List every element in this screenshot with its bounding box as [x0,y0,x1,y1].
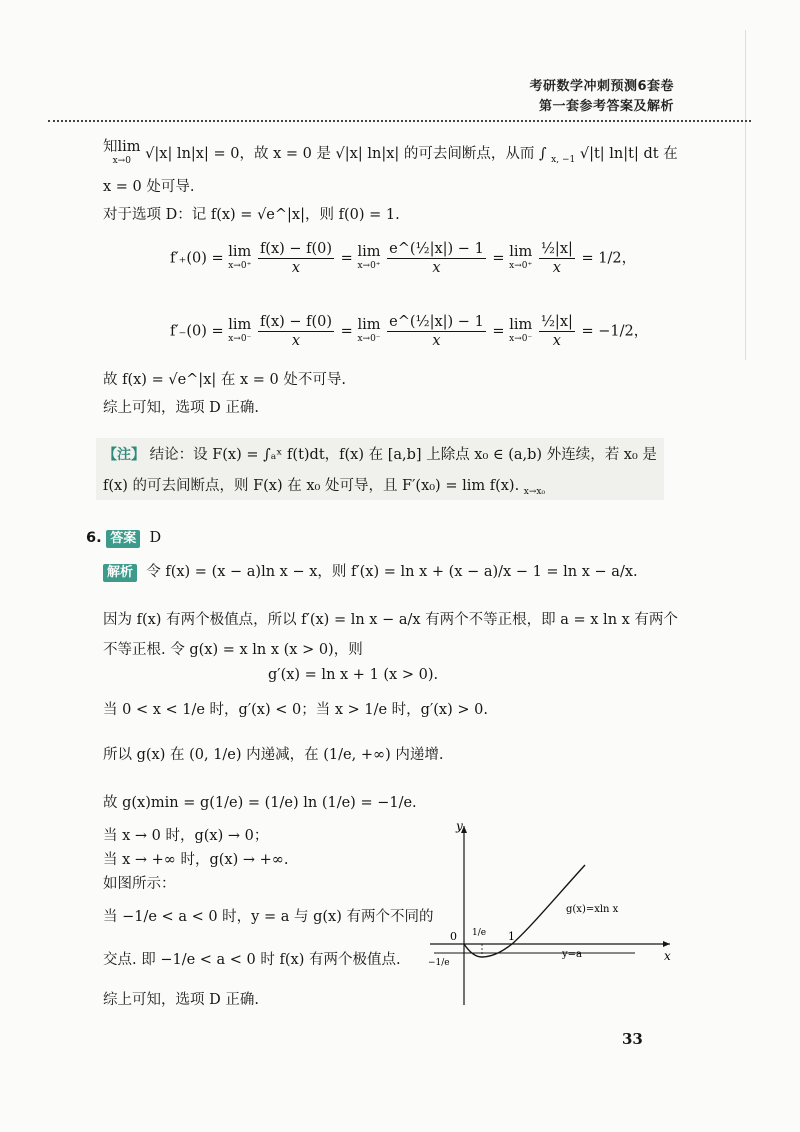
fraction: $\frac{f(x) - f(0)}{x}$ [259,241,333,276]
answer-tag: 答案 [106,530,140,548]
limit-text: 知lim [103,139,141,155]
para-7: 当 x → 0 时，g(x) → 0； [103,828,269,844]
derivative-plus-result: = 1/2， [581,250,637,267]
derivative-minus-result: = −1/2， [581,323,649,340]
para-10: 当 −1/e < a < 0 时，y = a 与 g(x) 有两个不同的 [103,909,434,925]
limit-sub: x→0 [112,156,131,166]
curve-label: g(x)=xln x [566,904,619,915]
text-line-2: x = 0 处可导. [103,179,195,195]
para-3: g′(x) = ln x + 1 (x > 0). [268,667,439,683]
fraction: $\frac{f(x) - f(0)}{x}$ [259,314,333,349]
header-subtitle: 第一套参考答案及解析 [538,99,674,114]
line-1-tail: √|t| ln|t| dt 在 [579,146,678,162]
one-over-e-label: 1/e [472,928,487,938]
limit: lim x→0⁻ [357,316,381,344]
x-axis-arrow [663,941,670,947]
answer-value: D [149,530,162,546]
note-text-2: f(x) 的可去间断点，则 F(x) 在 x₀ 处可导，且 F′(x₀) = lim f(x). [103,478,520,494]
limit: lim x→0⁺ [228,243,252,271]
question-6-answer [86,528,161,548]
text-line-7: 综上可知，选项 D 正确. [103,400,259,416]
neg-one-over-e-label: −1/e [428,958,450,968]
note-limit-sub: x→x₀ [523,487,546,497]
one-label: 1 [508,930,515,943]
derivative-plus: f′₊(0) = lim x→0⁺ $\frac{f(x) - f(0)}{x}$ = lim x→0⁺ $\frac{\text{e\textasciicircum{}(½|x|) − 1}}{x}$ = lim x→0⁺ $\frac{\text{½|x|}}{x}$ = 1/2， [170,241,637,276]
limit: lim x→0⁻ [228,316,252,344]
limit [103,140,141,168]
para-2: 不等正根. 令 g(x) = x ln x (x > 0)，则 [103,642,363,658]
para-8: 当 x → +∞ 时，g(x) → +∞. [103,852,289,868]
derivative-plus-label: f′₊(0) = [170,250,224,267]
question-number: 6. [86,530,102,546]
para-4: 当 0 < x < 1/e 时，g′(x) < 0；当 x > 1/e 时，g′(x) > 0. [103,702,488,718]
fraction: $\frac{\text{e\textasciicircum{}(½|x|) − 1}}{x}$ [389,314,484,349]
para-12: 综上可知，选项 D 正确. [103,992,259,1008]
para-6: 故 g(x)min = g(1/e) = (1/e) ln (1/e) = −1/e. [103,795,417,811]
para-5: 所以 g(x) 在 (0, 1/e) 内递减，在 (1/e, +∞) 内递增. [103,747,444,763]
derivative-minus: f′₋(0) = lim x→0⁻ $\frac{f(x) - f(0)}{x}$ = lim x→0⁻ $\frac{\text{e\textasciicircum{}(½|x|) − 1}}{x}$ = lim x→0⁻ $\frac{\text{½|x|}}{x}$ = −1/2， [170,314,649,349]
text-line-6: 故 f(x) = √e^|x| 在 x = 0 处不可导. [103,372,346,388]
y-axis-label: y [456,820,463,833]
margin-line [745,30,746,360]
limit: lim x→0⁻ [509,316,533,344]
line-label: y=a [562,949,582,960]
text-line-1 [103,140,678,170]
header-title: 考研数学冲刺预测6套卷 [529,79,674,94]
para-1: 因为 f(x) 有两个极值点，所以 f′(x) = ln x − a/x 有两个不等正根，即 a = x ln x 有两个 [103,612,678,628]
function-graph [420,820,680,1010]
integral-limits: x, −1 [551,155,576,165]
para-11: 交点. 即 −1/e < a < 0 时 f(x) 有两个极值点. [103,952,401,968]
limit: lim x→0⁺ [509,243,533,271]
page-number: 33 [622,1030,643,1048]
fraction: $\frac{\text{e\textasciicircum{}(½|x|) − 1}}{x}$ [389,241,484,276]
note-line-2 [103,476,545,502]
note-line-1 [103,445,657,465]
header-divider [48,120,751,122]
analysis-tag: 解析 [103,564,137,582]
analysis-line [103,562,638,582]
text-line-3: 对于选项 D：记 f(x) = √e^|x|，则 f(0) = 1. [103,207,400,223]
analysis-text: 令 f(x) = (x − a)ln x − x，则 f′(x) = ln x + (x − a)/x − 1 = ln x − a/x. [146,564,638,580]
note-text-1: 结论：设 F(x) = ∫ₐˣ f(t)dt，f(x) 在 [a,b] 上除点 x₀ ∈ (a,b) 外连续，若 x₀ 是 [149,447,657,463]
para-9: 如图所示： [103,876,176,892]
x-axis-label: x [664,949,671,963]
origin-label: 0 [450,930,457,943]
line-1-body: √|x| ln|x| = 0，故 x = 0 是 √|x| ln|x| 的可去间断点，从而 ∫ [145,146,547,162]
note-label: 【注】 [103,447,145,463]
fraction: $\frac{\text{½|x|}}{x}$ [540,241,573,276]
limit: lim x→0⁺ [357,243,381,271]
fraction: $\frac{\text{½|x|}}{x}$ [540,314,573,349]
derivative-minus-label: f′₋(0) = [170,323,224,340]
